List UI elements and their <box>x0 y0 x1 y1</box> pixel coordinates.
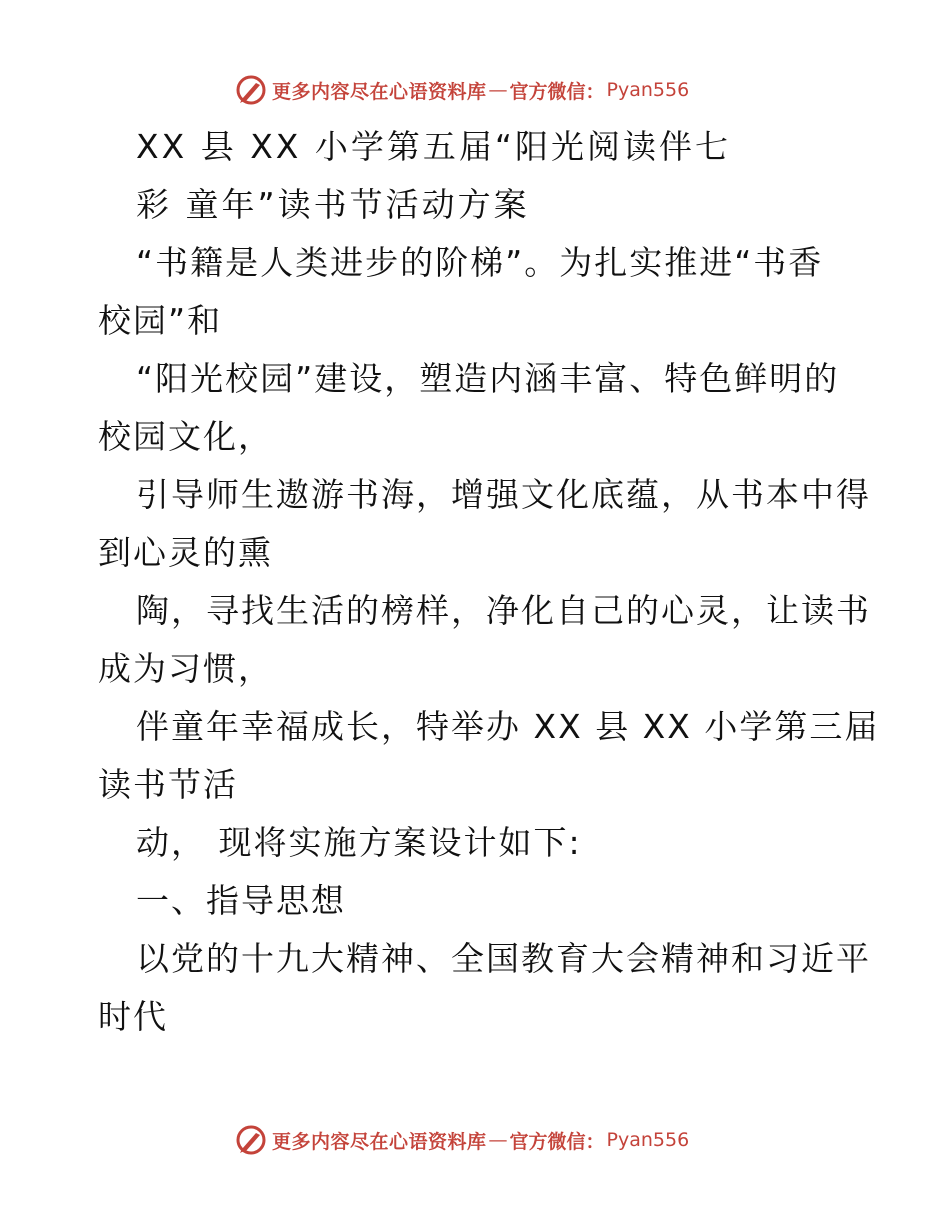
paragraph-line: 陶，寻找生活的榜样，净化自己的心灵，让读书 <box>136 591 871 630</box>
title-line-2: 彩 童年”读书节活动方案 <box>136 185 530 224</box>
title-line-1: XX 县 XX 小学第五届“阳光阅读伴七 <box>136 127 731 166</box>
pen-logo-icon <box>234 1123 268 1157</box>
banner-separator: — <box>488 79 508 101</box>
section-heading: 一、指导思想 <box>136 881 346 920</box>
paragraph-line: 校园”和 <box>98 301 223 340</box>
paragraph-line: 以党的十九大精神、全国教育大会精神和习近平 <box>136 939 871 978</box>
paragraph-line: 时代 <box>98 997 168 1036</box>
paragraph-line: “书籍是人类进步的阶梯”。为扎实推进“书香 <box>136 243 824 282</box>
banner-separator: — <box>488 1129 508 1151</box>
paragraph-line: 校园文化， <box>98 417 273 456</box>
footer-banner <box>234 1120 689 1160</box>
banner-wechat-id: Pyan556 <box>606 1129 690 1151</box>
paragraph-line: 到心灵的熏 <box>98 533 273 572</box>
paragraph-line: “阳光校园”建设，塑造内涵丰富、特色鲜明的 <box>136 359 840 398</box>
banner-official-label: 官方微信： <box>509 80 605 103</box>
paragraph-line: 读书节活 <box>98 765 238 804</box>
header-banner <box>234 70 689 110</box>
banner-wechat-id: Pyan556 <box>606 79 690 101</box>
pen-logo-icon <box>234 73 268 107</box>
paragraph-line: 伴童年幸福成长，特举办 XX 县 XX 小学第三届 <box>136 707 880 746</box>
banner-official-label: 官方微信： <box>509 1130 605 1153</box>
paragraph-line: 动， 现将实施方案设计如下: <box>136 823 582 862</box>
banner-brand: 更多内容尽在心语资料库 <box>272 80 487 103</box>
document-body <box>98 118 880 1046</box>
banner-brand: 更多内容尽在心语资料库 <box>272 1130 487 1153</box>
paragraph-line: 引导师生遨游书海，增强文化底蕴，从书本中得 <box>136 475 871 514</box>
paragraph-line: 成为习惯， <box>98 649 273 688</box>
